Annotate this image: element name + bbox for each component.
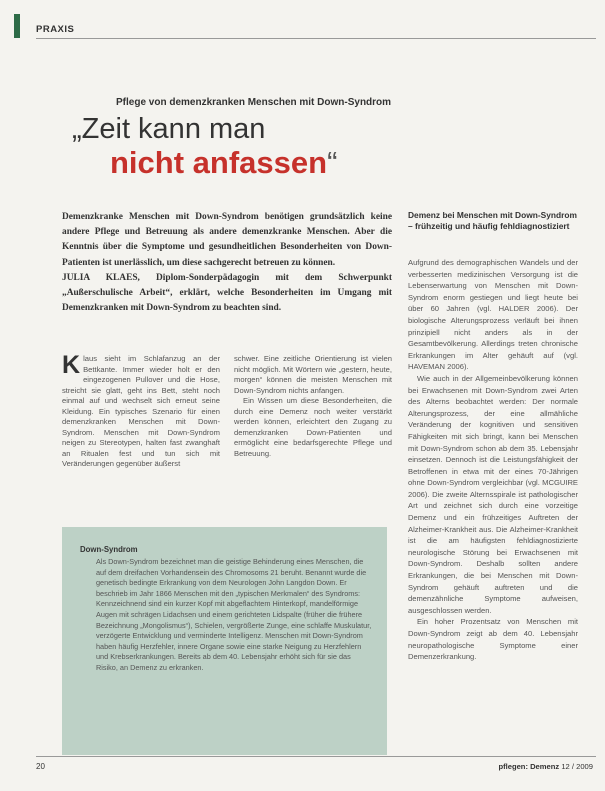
body-paragraph: schwer. Eine zeitliche Orientierung ist vielen nicht möglich. Mit Wörtern wie „gestern, heute, morgen“ können die meisten Menschen mit Down-Syndrom nichts anfangen. <box>234 354 392 395</box>
sidebar-body <box>408 257 578 663</box>
lead-author: JULIA KLAES, Diplom-Sonderpädagogin mit dem Schwerpunkt „Außerschulische Arbeit“, erklärt, welche Besonderheiten im Umgang mit Demenzkranken mit Down-Syndrom zu beachten sind. <box>62 272 392 314</box>
body-paragraph: Ein Wissen um diese Besonderheiten, die durch eine Demenz noch weiter verstärkt werden können, erleichtert den Zugang zu demenzkranken Down-Patienten und ermöglicht eine bedarfsgerechte Pflege und Betreuung. <box>234 396 392 458</box>
sidebar-paragraph: Aufgrund des demographischen Wandels und der verbesserten medizinischen Versorgung ist die Lebenserwartung von Menschen mit Down-Syndrom enorm gestiegen und liegt heute bei über 60 Jahren (vgl. HALDER 2006). Der biologische Alterungsprozess verläuft bei ihnen prinzipiell nicht anders als in der Gesamtbevölkerung. Allerdings treten chronische Erkrankungen im Alter gehäuft auf (vgl. HAVEMAN 2006). <box>408 258 578 372</box>
page-number: 20 <box>36 762 45 771</box>
article-lead <box>62 210 392 316</box>
header-divider <box>36 38 596 39</box>
sidebar-paragraph: Wie auch in der Allgemeinbevölkerung können bei Erwachsenen mit Down-Syndrom zwei Arten des Alterns beobachtet werden: Der normale Alterungsprozess, der eine allmähliche Veränderung der kognitiven und sensitiven Fähigkeiten mit sich bringt, kann bei Menschen mit Down-Syndrom schon ab dem 35. Lebensjahr einsetzen. Dennoch ist die Leistungsfähigkeit der Betroffenen in etwa mit der eines 70-Jährigen ohne Down-Syndrom vergleichbar (vgl. MCGUIRE 2006). Die zweite Alternsspirale ist pathologischer Art und zeichnet sich durch eine vorzeitige Demenz und ein frühzeitiges Auftreten der Alzheimer-Krankheit aus. Die Alzheimer-Krankheit ist die am häufigsten fehldiagnostizierte neurologische Störung bei Erwachsenen mit Down-Syndrom. Deshalb sollten andere Erkrankungen, die bei Menschen mit Down-Syndrom gehäuft auftreten und die demenzähnliche Symptome aufweisen, ausgeschlossen werden. <box>408 373 578 615</box>
lead-paragraph: Demenzkranke Menschen mit Down-Syndrom benötigen grundsätzlich keine andere Pflege und Betreuung als andere demenzkranke Menschen. Aber die Kenntnis über die Symptome und gesundheitlichen Besonderheiten von Down-Patienten ist unerlässlich, um diese sachgerecht betreuen zu können. <box>62 212 392 268</box>
drop-cap: K <box>62 351 81 379</box>
article-overline: Pflege von demenzkranken Menschen mit Down-Syndrom <box>116 97 392 108</box>
headline-line-2 <box>110 144 337 182</box>
journal-reference <box>498 762 593 771</box>
headline-emphasis: nicht anfassen <box>110 145 328 180</box>
journal-name: pflegen: Demenz <box>498 762 560 771</box>
section-color-bar <box>14 14 20 38</box>
info-box-text: Als Down-Syndrom bezeichnet man die geistige Behinderung eines Menschen, die auf dem dreifachen Vorhandensein des Chromosoms 21 beruht. Benannt wurde die genetisch bedingte Erkrankung von dem Neurologen John Langdon Down. Er beschrieb im Jahr 1866 Menschen mit den „typischen Merkmalen“ des Syndroms: Kennzeichnend sind ein kurzer Kopf mit abgeflachtem Hinterkopf, mandelförmige Augen mit schrägen Lidachsen und einem gerichteten Lidspalte (früher die frühere Bezeichnung „Mongolismus“), Schielen, vergrößerte Zunge, eine schlaffe Muskulatur, verzögerte Entwicklung und verminderte Intelligenz. Menschen mit Down-Syndrom haben häufig Herzfehler, innere Organe sowie eine starke Neigung zu Herzfehlern und Krebserkrankungen. Bereits ab dem 40. Lebensjahr erhöht sich für sie das Risiko, an Demenz zu erkranken. <box>96 557 372 672</box>
headline-line-1: „Zeit kann man <box>72 113 266 145</box>
info-box-body <box>96 557 374 674</box>
body-column-2 <box>234 354 392 459</box>
sidebar-heading: Demenz bei Menschen mit Down-Syndrom – frühzeitig und häufig fehldiagnostiziert <box>408 210 577 231</box>
sidebar-paragraph: Ein hoher Prozentsatz von Menschen mit Down-Syndrom zeigt ab dem 40. Lebensjahr neuropathologische Symptome einer Demenzerkrankung. <box>408 617 578 662</box>
headline-close-quote: “ <box>327 145 338 180</box>
body-column-1 <box>62 351 220 470</box>
footer-divider <box>36 756 596 757</box>
info-box-title: Down-Syndrom <box>80 545 138 554</box>
journal-issue: 12 / 2009 <box>561 762 593 771</box>
section-label: PRAXIS <box>36 24 75 35</box>
body-paragraph: laus sieht im Schlafanzug an der Bettkante. Immer wieder holt er den eingezogenen Pullover und die Hose, streicht sie glatt, geht ins Bett, steht noch einmal auf und wechselt sich erneut seine Kleidung. Ein typisches Szenario für einen demenzkranken Menschen mit Down-Syndrom. Menschen mit Down-Syndrom neigen zu Stereotypen, halten fast zwanghaft an Ritualen fest und tun sich mit Veränderungen gegenüber äußerst <box>62 354 220 468</box>
